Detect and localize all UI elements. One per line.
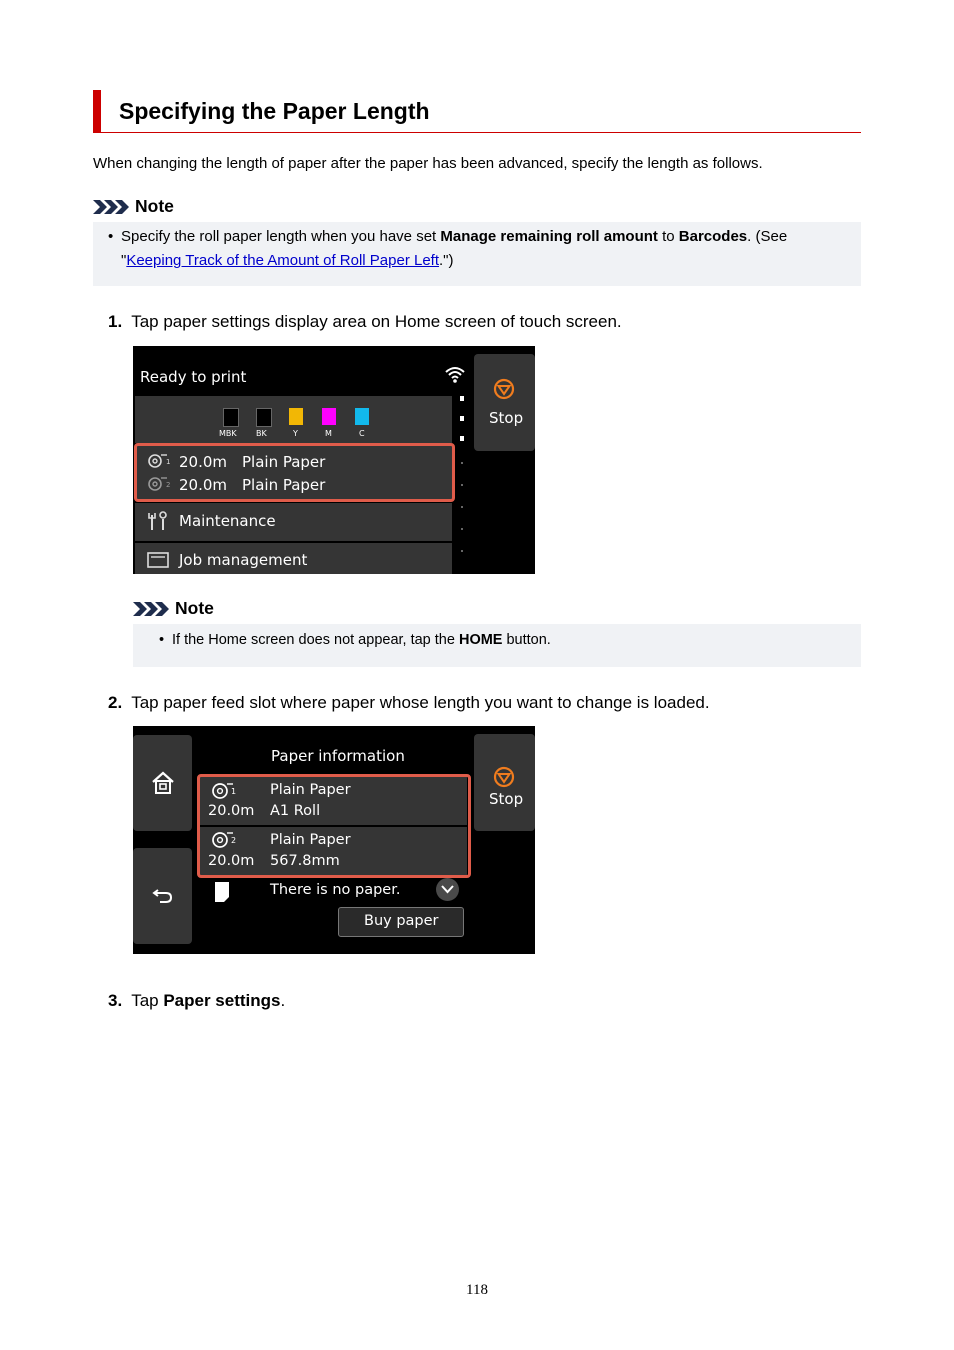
ink-label-bk: BK — [256, 429, 267, 438]
maintenance-label: Maintenance — [179, 512, 276, 530]
roll-1-media: Plain Paper — [270, 782, 351, 798]
note-item — [108, 225, 848, 273]
svg-text:2: 2 — [231, 836, 237, 845]
step-number: 3. — [108, 991, 123, 1010]
job-management-menu[interactable] — [135, 543, 452, 574]
roll-2-length: 20.0m — [179, 476, 228, 494]
chevron-down-icon — [441, 885, 454, 894]
step-number: 1. — [108, 312, 123, 331]
step-2 — [108, 693, 710, 713]
page-indicator-dot — [460, 396, 464, 401]
page-indicator-dot — [460, 416, 464, 421]
note-text: Specify the roll paper length when you have set — [121, 228, 441, 245]
stop-button[interactable] — [474, 734, 535, 831]
roll-2-media: Plain Paper — [270, 832, 351, 848]
page-indicator-dot — [461, 528, 463, 530]
roll-1-length: 20.0m — [179, 453, 228, 471]
svg-text:2: 2 — [166, 481, 171, 489]
maintenance-menu[interactable] — [135, 503, 452, 541]
note-label: Note — [135, 196, 174, 216]
stop-icon — [493, 766, 515, 788]
job-management-label: Job management — [179, 551, 308, 569]
note-box — [93, 222, 861, 286]
note-quote: .") — [439, 252, 454, 269]
heading-accent-bar — [93, 90, 101, 133]
home-button[interactable] — [133, 735, 192, 831]
status-text: Ready to print — [140, 368, 247, 386]
roll-1-length: 20.0m — [208, 803, 255, 819]
note-bold-value: Barcodes — [678, 228, 748, 245]
note-heading — [133, 598, 214, 619]
note-text: If the Home screen does not appear, tap the — [172, 632, 459, 648]
highlight-frame — [134, 443, 455, 502]
step-3 — [108, 991, 285, 1011]
buy-paper-label: Buy paper — [364, 913, 439, 929]
ink-tank-mbk — [223, 408, 239, 427]
heading-underline — [101, 132, 861, 133]
ink-tank-bk — [256, 408, 272, 427]
page-number: 118 — [466, 1282, 488, 1298]
expand-button[interactable] — [436, 878, 459, 901]
page-title: Specifying the Paper Length — [119, 98, 430, 124]
step-text: Tap paper settings display area on Home screen of touch screen. — [131, 312, 622, 331]
ink-level-panel[interactable] — [135, 396, 452, 443]
ink-tank-m — [322, 408, 336, 425]
page-indicator-dot — [461, 550, 463, 552]
page-indicator-dot — [461, 484, 463, 486]
stop-icon — [493, 378, 515, 400]
note-box — [133, 624, 861, 667]
ink-label-c: C — [359, 429, 365, 438]
note-chevrons-icon — [133, 600, 171, 618]
step-text — [131, 991, 285, 1011]
stop-button[interactable] — [474, 354, 535, 451]
cut-sheet-status: There is no paper. — [270, 882, 401, 898]
note-chevrons-icon — [93, 198, 131, 216]
stop-label: Stop — [489, 409, 524, 427]
job-list-icon — [147, 552, 169, 568]
roll-2-media: Plain Paper — [242, 476, 326, 494]
step-1 — [108, 312, 622, 332]
page-indicator-dot — [461, 462, 463, 464]
svg-text:1: 1 — [166, 458, 171, 466]
roll-paper-link[interactable]: Keeping Track of the Amount of Roll Paper Left — [126, 252, 440, 269]
note-quote: " — [121, 252, 127, 269]
svg-text:1: 1 — [231, 787, 237, 796]
note-bold-setting: Manage remaining roll amount — [440, 228, 658, 245]
note-heading — [93, 196, 174, 217]
roll-1-media: Plain Paper — [242, 453, 326, 471]
roll-2-length: 20.0m — [208, 853, 255, 869]
intro-paragraph: When changing the length of paper after the paper has been advanced, specify the length as follows. — [93, 155, 763, 172]
note-bold-button: HOME — [458, 632, 503, 648]
screen-title: Paper information — [271, 747, 405, 765]
highlight-frame — [197, 774, 471, 878]
back-arrow-icon — [152, 886, 174, 904]
page-indicator-dot — [461, 506, 463, 508]
paper-settings-term: Paper settings — [163, 991, 281, 1010]
buy-paper-button[interactable] — [338, 907, 464, 937]
ink-label-mbk: MBK — [219, 429, 237, 438]
page-indicator-dot — [460, 436, 464, 441]
wifi-icon — [444, 364, 466, 384]
step-text-part: Tap — [131, 991, 164, 1010]
home-icon — [151, 771, 175, 795]
note-text: button. — [502, 632, 551, 648]
ink-tank-c — [355, 408, 369, 425]
ink-label-m: M — [325, 429, 332, 438]
cut-sheet-icon — [214, 881, 230, 903]
note-text: to — [657, 228, 679, 245]
note-item — [159, 628, 849, 652]
roll-1-size: A1 Roll — [270, 803, 321, 819]
stop-label: Stop — [489, 790, 524, 808]
maintenance-icon — [147, 510, 169, 532]
note-text: . (See — [747, 228, 788, 245]
home-screen-image — [133, 346, 535, 574]
step-number: 2. — [108, 693, 123, 712]
roll-2-size: 567.8mm — [270, 853, 340, 869]
step-text: Tap paper feed slot where paper whose length you want to change is loaded. — [131, 693, 710, 712]
step-text-part: . — [280, 991, 286, 1010]
ink-label-y: Y — [293, 429, 298, 438]
ink-tank-y — [289, 408, 303, 425]
back-button[interactable] — [133, 848, 192, 944]
paper-information-screen-image — [133, 726, 535, 954]
note-label: Note — [175, 598, 214, 618]
